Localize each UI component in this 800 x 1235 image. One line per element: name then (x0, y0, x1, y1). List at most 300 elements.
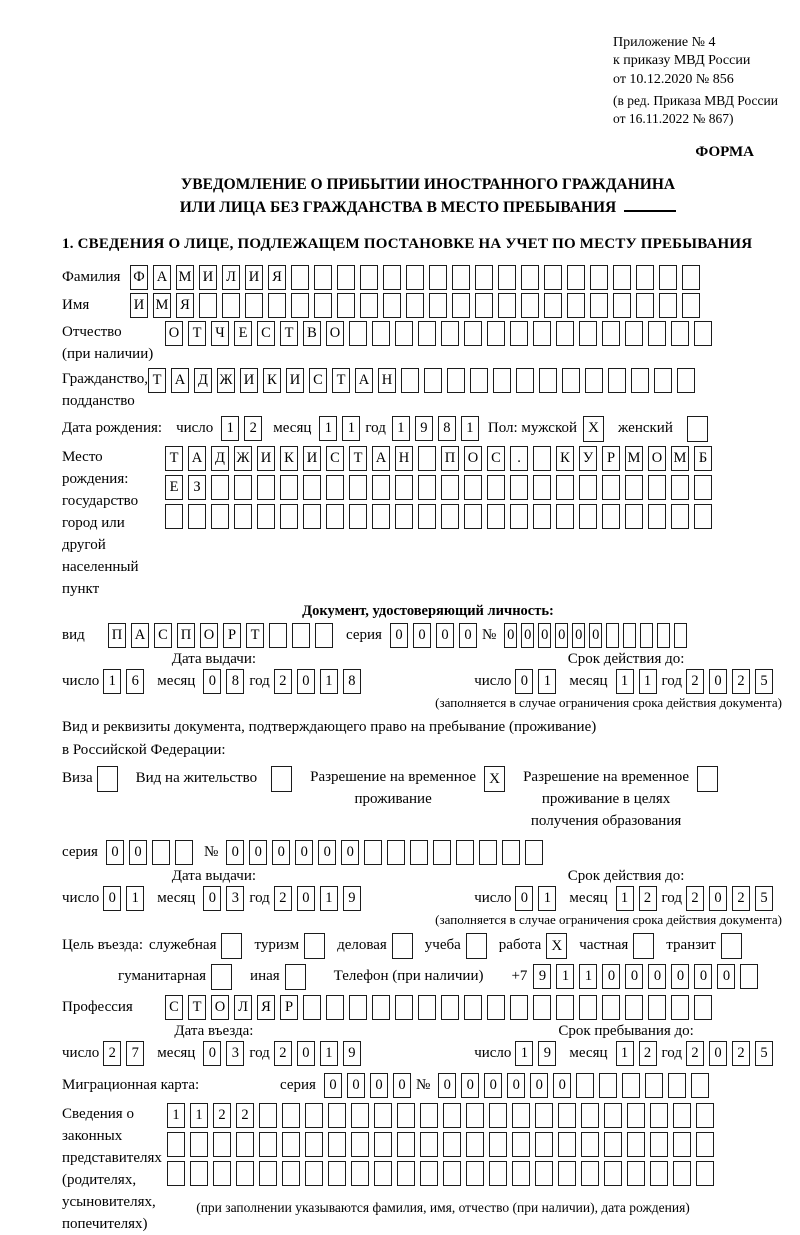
stay-year-cells[interactable] (686, 1041, 778, 1066)
form-cell[interactable]: К (280, 446, 298, 471)
form-cell[interactable] (211, 475, 229, 500)
form-cell[interactable] (556, 321, 574, 346)
form-cell[interactable]: 9 (533, 964, 551, 989)
form-cell[interactable]: А (372, 446, 390, 471)
form-cell[interactable] (533, 504, 551, 529)
form-cell[interactable]: 0 (297, 886, 315, 911)
form-cell[interactable] (579, 995, 597, 1020)
form-cell[interactable] (443, 1132, 461, 1157)
form-cell[interactable] (581, 1161, 599, 1186)
id-expiry-month-cells[interactable] (616, 669, 662, 694)
form-cell[interactable] (395, 321, 413, 346)
form-cell[interactable] (533, 995, 551, 1020)
form-cell[interactable]: 6 (126, 669, 144, 694)
form-cell[interactable]: 2 (686, 669, 704, 694)
form-cell[interactable] (337, 293, 355, 318)
resident-expiry-day-cells[interactable] (515, 886, 561, 911)
form-cell[interactable]: В (303, 321, 321, 346)
form-cell[interactable] (236, 1161, 254, 1186)
form-cell[interactable] (673, 1103, 691, 1128)
form-cell[interactable]: О (464, 446, 482, 471)
form-cell[interactable] (328, 1103, 346, 1128)
form-cell[interactable] (395, 504, 413, 529)
form-cell[interactable]: М (153, 293, 171, 318)
form-cell[interactable]: 2 (244, 416, 262, 441)
form-cell[interactable] (489, 1103, 507, 1128)
id-doc-vid-cells[interactable] (108, 623, 338, 648)
form-cell[interactable] (581, 1103, 599, 1128)
form-cell[interactable] (608, 368, 626, 393)
form-cell[interactable] (599, 1073, 617, 1098)
form-cell[interactable] (516, 368, 534, 393)
form-cell[interactable] (349, 995, 367, 1020)
form-cell[interactable] (326, 504, 344, 529)
form-cell[interactable]: 1 (103, 669, 121, 694)
form-cell[interactable]: 1 (319, 416, 337, 441)
form-cell[interactable] (199, 293, 217, 318)
temp-residence-checkbox[interactable]: X (484, 766, 505, 792)
form-cell[interactable]: 1 (515, 1041, 533, 1066)
form-cell[interactable]: 0 (530, 1073, 548, 1098)
form-cell[interactable]: 0 (318, 840, 336, 865)
form-cell[interactable]: Р (602, 446, 620, 471)
form-cell[interactable] (650, 1132, 668, 1157)
form-cell[interactable]: Т (246, 623, 264, 648)
form-cell[interactable]: 1 (538, 669, 556, 694)
form-cell[interactable] (466, 1161, 484, 1186)
form-cell[interactable]: 1 (320, 1041, 338, 1066)
form-cell[interactable] (613, 265, 631, 290)
form-cell[interactable] (351, 1132, 369, 1157)
form-cell[interactable]: А (188, 446, 206, 471)
form-cell[interactable] (562, 368, 580, 393)
form-cell[interactable]: И (286, 368, 304, 393)
form-cell[interactable]: 5 (755, 669, 773, 694)
form-cell[interactable] (374, 1103, 392, 1128)
entry-day-cells[interactable] (103, 1041, 149, 1066)
form-cell[interactable] (433, 840, 451, 865)
form-cell[interactable] (694, 504, 712, 529)
form-cell[interactable] (337, 265, 355, 290)
form-cell[interactable] (397, 1103, 415, 1128)
birth-place-cells-row1[interactable] (165, 446, 717, 471)
form-cell[interactable] (602, 995, 620, 1020)
form-cell[interactable] (326, 995, 344, 1020)
form-cell[interactable] (696, 1161, 714, 1186)
form-cell[interactable] (213, 1132, 231, 1157)
form-cell[interactable]: Т (280, 321, 298, 346)
form-cell[interactable] (657, 623, 670, 648)
form-cell[interactable]: 5 (755, 1041, 773, 1066)
form-cell[interactable]: 2 (686, 1041, 704, 1066)
form-cell[interactable] (441, 995, 459, 1020)
form-cell[interactable] (383, 293, 401, 318)
form-cell[interactable] (234, 504, 252, 529)
form-cell[interactable] (364, 840, 382, 865)
form-cell[interactable] (401, 368, 419, 393)
form-cell[interactable]: Я (268, 265, 286, 290)
representatives-cells-row2[interactable] (167, 1132, 719, 1157)
entry-year-cells[interactable] (274, 1041, 366, 1066)
form-cell[interactable] (303, 995, 321, 1020)
stay-month-cells[interactable] (616, 1041, 662, 1066)
representatives-cells-row1[interactable] (167, 1103, 719, 1128)
form-cell[interactable] (410, 840, 428, 865)
gender-female-checkbox[interactable] (687, 416, 708, 442)
form-cell[interactable]: 0 (103, 886, 121, 911)
form-cell[interactable]: 0 (461, 1073, 479, 1098)
form-cell[interactable]: С (257, 321, 275, 346)
form-cell[interactable] (466, 1103, 484, 1128)
form-cell[interactable]: 0 (484, 1073, 502, 1098)
form-cell[interactable] (691, 1073, 709, 1098)
form-cell[interactable] (441, 321, 459, 346)
form-cell[interactable] (604, 1132, 622, 1157)
form-cell[interactable]: Р (280, 995, 298, 1020)
form-cell[interactable] (326, 475, 344, 500)
form-cell[interactable]: 0 (515, 669, 533, 694)
form-cell[interactable] (694, 995, 712, 1020)
visa-checkbox[interactable] (97, 766, 118, 792)
form-cell[interactable] (602, 321, 620, 346)
form-cell[interactable] (668, 1073, 686, 1098)
birth-month-cells[interactable] (319, 416, 365, 441)
form-cell[interactable] (188, 504, 206, 529)
form-cell[interactable]: 1 (538, 886, 556, 911)
form-cell[interactable]: 9 (415, 416, 433, 441)
form-cell[interactable] (282, 1103, 300, 1128)
surname-cells[interactable] (130, 265, 705, 290)
form-cell[interactable] (395, 995, 413, 1020)
resident-issue-day-cells[interactable] (103, 886, 149, 911)
purpose-work-checkbox[interactable]: X (546, 933, 567, 959)
form-cell[interactable] (387, 840, 405, 865)
form-cell[interactable]: 0 (272, 840, 290, 865)
form-cell[interactable] (581, 1132, 599, 1157)
form-cell[interactable]: Ч (211, 321, 229, 346)
form-cell[interactable] (328, 1161, 346, 1186)
form-cell[interactable] (512, 1103, 530, 1128)
form-cell[interactable] (305, 1103, 323, 1128)
form-cell[interactable] (372, 995, 390, 1020)
resident-issue-year-cells[interactable] (274, 886, 366, 911)
form-cell[interactable]: С (326, 446, 344, 471)
form-cell[interactable]: П (177, 623, 195, 648)
form-cell[interactable]: 2 (686, 886, 704, 911)
form-cell[interactable] (533, 446, 551, 471)
form-cell[interactable]: 1 (639, 669, 657, 694)
form-cell[interactable]: П (441, 446, 459, 471)
id-doc-number-cells[interactable] (504, 623, 691, 648)
form-cell[interactable]: О (200, 623, 218, 648)
form-cell[interactable] (533, 475, 551, 500)
form-cell[interactable]: Ж (217, 368, 235, 393)
form-cell[interactable]: Н (395, 446, 413, 471)
form-cell[interactable] (636, 293, 654, 318)
form-cell[interactable] (452, 293, 470, 318)
form-cell[interactable] (236, 1132, 254, 1157)
form-cell[interactable] (673, 1132, 691, 1157)
form-cell[interactable]: З (188, 475, 206, 500)
form-cell[interactable]: 0 (203, 1041, 221, 1066)
form-cell[interactable]: 0 (555, 623, 568, 648)
form-cell[interactable] (510, 504, 528, 529)
form-cell[interactable]: 0 (572, 623, 585, 648)
form-cell[interactable] (280, 504, 298, 529)
form-cell[interactable]: У (579, 446, 597, 471)
form-cell[interactable] (303, 504, 321, 529)
form-cell[interactable]: 0 (226, 840, 244, 865)
form-cell[interactable] (152, 840, 170, 865)
form-cell[interactable] (489, 1161, 507, 1186)
form-cell[interactable]: 0 (625, 964, 643, 989)
form-cell[interactable]: 2 (274, 1041, 292, 1066)
form-cell[interactable]: 8 (343, 669, 361, 694)
form-cell[interactable] (648, 504, 666, 529)
form-cell[interactable]: К (556, 446, 574, 471)
form-cell[interactable]: 0 (459, 623, 477, 648)
form-cell[interactable] (567, 265, 585, 290)
form-cell[interactable]: 0 (671, 964, 689, 989)
form-cell[interactable] (498, 293, 516, 318)
id-expiry-year-cells[interactable] (686, 669, 778, 694)
form-cell[interactable] (165, 504, 183, 529)
form-cell[interactable]: Б (694, 446, 712, 471)
form-cell[interactable] (383, 265, 401, 290)
form-cell[interactable]: 0 (538, 623, 551, 648)
form-cell[interactable] (674, 623, 687, 648)
form-cell[interactable] (604, 1161, 622, 1186)
form-cell[interactable] (602, 504, 620, 529)
form-cell[interactable]: Я (176, 293, 194, 318)
form-cell[interactable] (351, 1161, 369, 1186)
form-cell[interactable] (487, 475, 505, 500)
form-cell[interactable]: О (165, 321, 183, 346)
form-cell[interactable] (464, 995, 482, 1020)
form-cell[interactable] (420, 1103, 438, 1128)
form-cell[interactable]: 0 (324, 1073, 342, 1098)
form-cell[interactable]: 7 (126, 1041, 144, 1066)
form-cell[interactable]: К (263, 368, 281, 393)
form-cell[interactable]: 0 (413, 623, 431, 648)
form-cell[interactable] (452, 265, 470, 290)
form-cell[interactable] (360, 293, 378, 318)
id-issue-year-cells[interactable] (274, 669, 366, 694)
form-cell[interactable]: 2 (103, 1041, 121, 1066)
form-cell[interactable]: Е (234, 321, 252, 346)
form-cell[interactable] (314, 265, 332, 290)
form-cell[interactable] (510, 475, 528, 500)
form-cell[interactable] (257, 504, 275, 529)
form-cell[interactable] (556, 995, 574, 1020)
form-cell[interactable]: Л (234, 995, 252, 1020)
form-cell[interactable] (349, 321, 367, 346)
form-cell[interactable] (395, 475, 413, 500)
form-cell[interactable]: 2 (732, 1041, 750, 1066)
form-cell[interactable] (677, 368, 695, 393)
form-cell[interactable]: Ф (130, 265, 148, 290)
form-cell[interactable]: 1 (461, 416, 479, 441)
form-cell[interactable]: 0 (436, 623, 454, 648)
form-cell[interactable]: 1 (392, 416, 410, 441)
temp-residence-edu-checkbox[interactable] (697, 766, 718, 792)
form-cell[interactable] (349, 475, 367, 500)
form-cell[interactable]: А (171, 368, 189, 393)
form-cell[interactable]: 9 (343, 886, 361, 911)
form-cell[interactable] (671, 321, 689, 346)
form-cell[interactable]: Н (378, 368, 396, 393)
form-cell[interactable]: 2 (732, 886, 750, 911)
representatives-cells-row3[interactable] (167, 1161, 719, 1186)
form-cell[interactable] (579, 321, 597, 346)
form-cell[interactable] (372, 321, 390, 346)
form-cell[interactable] (489, 1132, 507, 1157)
resident-doc-seriya-cells[interactable] (106, 840, 198, 865)
form-cell[interactable] (645, 1073, 663, 1098)
form-cell[interactable]: М (176, 265, 194, 290)
form-cell[interactable]: 2 (274, 669, 292, 694)
id-expiry-day-cells[interactable] (515, 669, 561, 694)
id-issue-day-cells[interactable] (103, 669, 149, 694)
form-cell[interactable] (535, 1161, 553, 1186)
form-cell[interactable] (429, 265, 447, 290)
form-cell[interactable] (406, 265, 424, 290)
form-cell[interactable]: 0 (370, 1073, 388, 1098)
form-cell[interactable]: Т (332, 368, 350, 393)
form-cell[interactable] (625, 321, 643, 346)
form-cell[interactable]: 1 (126, 886, 144, 911)
form-cell[interactable] (682, 265, 700, 290)
form-cell[interactable] (475, 293, 493, 318)
residence-permit-checkbox[interactable] (271, 766, 292, 792)
form-cell[interactable]: Д (194, 368, 212, 393)
form-cell[interactable] (521, 265, 539, 290)
form-cell[interactable] (648, 475, 666, 500)
form-cell[interactable] (558, 1103, 576, 1128)
form-cell[interactable] (671, 475, 689, 500)
form-cell[interactable] (259, 1161, 277, 1186)
form-cell[interactable] (268, 293, 286, 318)
form-cell[interactable] (259, 1103, 277, 1128)
form-cell[interactable]: 0 (249, 840, 267, 865)
form-cell[interactable]: 3 (226, 886, 244, 911)
form-cell[interactable] (372, 475, 390, 500)
form-cell[interactable]: А (153, 265, 171, 290)
form-cell[interactable]: 9 (538, 1041, 556, 1066)
form-cell[interactable] (590, 265, 608, 290)
form-cell[interactable] (659, 265, 677, 290)
form-cell[interactable]: Т (188, 321, 206, 346)
form-cell[interactable]: 0 (295, 840, 313, 865)
purpose-tourism-checkbox[interactable] (304, 933, 325, 959)
form-cell[interactable] (466, 1132, 484, 1157)
form-cell[interactable] (525, 840, 543, 865)
form-cell[interactable] (420, 1132, 438, 1157)
form-cell[interactable] (631, 368, 649, 393)
form-cell[interactable] (613, 293, 631, 318)
form-cell[interactable]: Т (165, 446, 183, 471)
form-cell[interactable] (627, 1132, 645, 1157)
profession-cells[interactable] (165, 995, 717, 1020)
form-cell[interactable] (282, 1161, 300, 1186)
phone-cells[interactable] (533, 964, 763, 989)
form-cell[interactable] (487, 995, 505, 1020)
form-cell[interactable] (740, 964, 758, 989)
form-cell[interactable] (535, 1132, 553, 1157)
form-cell[interactable]: 0 (602, 964, 620, 989)
form-cell[interactable] (502, 840, 520, 865)
form-cell[interactable]: О (326, 321, 344, 346)
purpose-humanitarian-checkbox[interactable] (211, 964, 232, 990)
form-cell[interactable]: С (309, 368, 327, 393)
form-cell[interactable] (305, 1161, 323, 1186)
form-cell[interactable] (627, 1103, 645, 1128)
form-cell[interactable]: М (625, 446, 643, 471)
form-cell[interactable] (282, 1132, 300, 1157)
form-cell[interactable]: И (199, 265, 217, 290)
form-cell[interactable] (315, 623, 333, 648)
form-cell[interactable]: 2 (732, 669, 750, 694)
form-cell[interactable]: 8 (226, 669, 244, 694)
form-cell[interactable] (269, 623, 287, 648)
form-cell[interactable] (351, 1103, 369, 1128)
form-cell[interactable]: 0 (347, 1073, 365, 1098)
form-cell[interactable]: Р (223, 623, 241, 648)
form-cell[interactable] (579, 475, 597, 500)
form-cell[interactable]: 0 (709, 1041, 727, 1066)
form-cell[interactable]: 5 (755, 886, 773, 911)
id-doc-seriya-cells[interactable] (390, 623, 482, 648)
form-cell[interactable] (374, 1161, 392, 1186)
form-cell[interactable]: 0 (589, 623, 602, 648)
form-cell[interactable] (579, 504, 597, 529)
form-cell[interactable]: 2 (639, 1041, 657, 1066)
form-cell[interactable]: М (671, 446, 689, 471)
form-cell[interactable] (175, 840, 193, 865)
form-cell[interactable] (623, 623, 636, 648)
form-cell[interactable] (558, 1132, 576, 1157)
form-cell[interactable]: 1 (221, 416, 239, 441)
migration-seriya-cells[interactable] (324, 1073, 416, 1098)
form-cell[interactable]: 0 (393, 1073, 411, 1098)
form-cell[interactable] (291, 293, 309, 318)
form-cell[interactable]: 2 (236, 1103, 254, 1128)
form-cell[interactable]: Е (165, 475, 183, 500)
form-cell[interactable]: И (130, 293, 148, 318)
form-cell[interactable] (648, 321, 666, 346)
stay-day-cells[interactable] (515, 1041, 561, 1066)
form-cell[interactable]: 0 (203, 886, 221, 911)
form-cell[interactable] (479, 840, 497, 865)
form-cell[interactable] (659, 293, 677, 318)
form-cell[interactable] (512, 1132, 530, 1157)
form-cell[interactable] (441, 475, 459, 500)
form-cell[interactable] (585, 368, 603, 393)
form-cell[interactable]: 0 (507, 1073, 525, 1098)
form-cell[interactable]: 0 (694, 964, 712, 989)
form-cell[interactable] (521, 293, 539, 318)
form-cell[interactable] (544, 265, 562, 290)
form-cell[interactable] (360, 265, 378, 290)
form-cell[interactable] (291, 265, 309, 290)
form-cell[interactable] (222, 293, 240, 318)
form-cell[interactable] (420, 1161, 438, 1186)
form-cell[interactable] (590, 293, 608, 318)
form-cell[interactable]: 8 (438, 416, 456, 441)
form-cell[interactable] (682, 293, 700, 318)
purpose-commercial-checkbox[interactable] (392, 933, 413, 959)
form-cell[interactable]: 1 (616, 669, 634, 694)
